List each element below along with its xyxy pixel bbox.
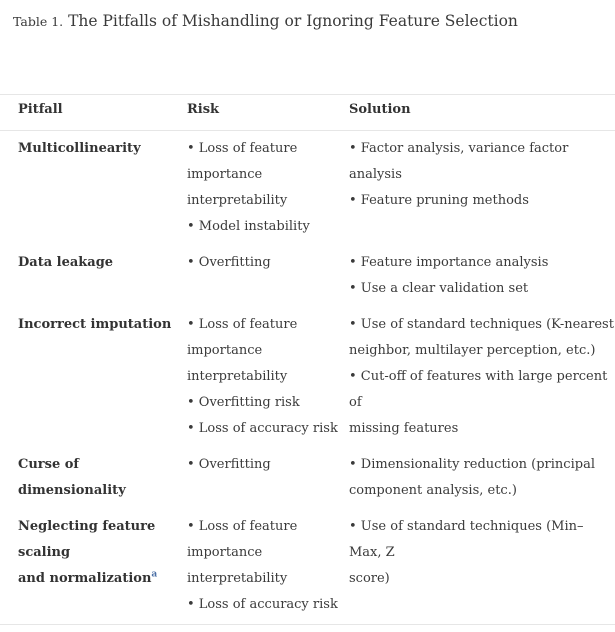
pitfall-cell	[18, 250, 180, 276]
solution-cell-text: • Use of standard techniques (Min–Max, Z	[349, 519, 584, 560]
risk-cell	[187, 312, 339, 442]
pitfall-cell	[18, 312, 180, 338]
risk-cell	[187, 250, 339, 276]
risk-cell-text: • Overfitting risk	[187, 395, 300, 410]
solution-cell-text: neighbor, multilayer perception, etc.)	[349, 343, 596, 358]
pitfall-cell-line	[18, 250, 180, 276]
risk-cell-line	[187, 136, 339, 162]
risk-cell-text: importance	[187, 343, 263, 358]
table-top-rule	[0, 94, 615, 95]
header-pitfall: Pitfall	[18, 102, 63, 117]
table-title: The Pitfalls of Mishandling or Ignoring Feature Selection	[68, 12, 518, 30]
solution-cell-line	[349, 478, 615, 504]
header-rule	[0, 130, 615, 131]
pitfall-cell-text: Curse of dimensionality	[18, 457, 126, 498]
pitfall-cell-text: Data leakage	[18, 255, 114, 270]
solution-cell	[349, 514, 615, 592]
risk-cell-text: • Loss of feature	[187, 317, 298, 332]
header-risk: Risk	[187, 102, 220, 117]
solution-cell-text: missing features	[349, 421, 459, 436]
risk-cell-line	[187, 416, 339, 442]
risk-cell	[187, 136, 339, 240]
solution-cell-line	[349, 276, 615, 302]
risk-cell-text: • Model instability	[187, 219, 310, 234]
solution-cell-text: component analysis, etc.)	[349, 483, 517, 498]
risk-cell-line	[187, 566, 339, 592]
risk-cell-text: interpretability	[187, 369, 288, 384]
risk-cell-text: • Overfitting	[187, 457, 271, 472]
solution-cell-line	[349, 514, 615, 566]
pitfall-cell-line	[18, 566, 180, 592]
pitfall-cell-line	[18, 136, 180, 162]
solution-cell-line	[349, 416, 615, 442]
solution-cell	[349, 250, 615, 302]
risk-cell-line	[187, 514, 339, 540]
risk-cell-line	[187, 364, 339, 390]
risk-cell-text: • Loss of accuracy risk	[187, 421, 338, 436]
solution-cell	[349, 452, 615, 504]
solution-cell-line	[349, 136, 615, 188]
risk-cell-line	[187, 592, 339, 618]
risk-cell-text: interpretability	[187, 193, 288, 208]
risk-cell-text: importance	[187, 167, 263, 182]
solution-cell	[349, 136, 615, 214]
risk-cell-line	[187, 250, 339, 276]
risk-cell-line	[187, 188, 339, 214]
solution-cell	[349, 312, 615, 442]
risk-cell-line	[187, 452, 339, 478]
solution-cell-text: • Use a clear validation set	[349, 281, 529, 296]
table-bottom-rule	[0, 624, 615, 625]
solution-cell-text: • Feature pruning methods	[349, 193, 529, 208]
solution-cell-text: • Factor analysis, variance factor analysis	[349, 141, 569, 182]
solution-cell-line	[349, 250, 615, 276]
solution-cell-text: score)	[349, 571, 390, 586]
footnote-marker[interactable]: a	[151, 569, 158, 580]
header-solution: Solution	[349, 102, 411, 117]
risk-cell-line	[187, 540, 339, 566]
risk-cell-text: importance	[187, 545, 263, 560]
table-caption	[13, 12, 518, 30]
solution-cell-line	[349, 188, 615, 214]
risk-cell	[187, 452, 339, 478]
solution-cell-text: • Cut-off of features with large percent of	[349, 369, 608, 410]
pitfall-cell-text: Neglecting feature scaling	[18, 519, 156, 560]
risk-cell-text: • Loss of accuracy risk	[187, 597, 338, 612]
risk-cell-text: interpretability	[187, 571, 288, 586]
pitfall-cell	[18, 514, 180, 592]
solution-cell-text: • Feature importance analysis	[349, 255, 549, 270]
pitfall-cell-line	[18, 452, 180, 504]
risk-cell-line	[187, 338, 339, 364]
risk-cell	[187, 514, 339, 618]
risk-cell-text: • Overfitting	[187, 255, 271, 270]
pitfall-cell-line	[18, 312, 180, 338]
solution-cell-text: • Dimensionality reduction (principal	[349, 457, 595, 472]
solution-cell-line	[349, 566, 615, 592]
risk-cell-line	[187, 214, 339, 240]
pitfall-cell	[18, 136, 180, 162]
pitfall-cell-text: Incorrect imputation	[18, 317, 172, 332]
pitfall-cell-text: and normalization	[18, 571, 152, 586]
solution-cell-line	[349, 338, 615, 364]
risk-cell-line	[187, 390, 339, 416]
risk-cell-text: • Loss of feature	[187, 141, 298, 156]
solution-cell-line	[349, 312, 615, 338]
pitfall-cell-line	[18, 514, 180, 566]
pitfall-cell	[18, 452, 180, 504]
table-label: Table 1.	[13, 14, 64, 29]
risk-cell-text: • Loss of feature	[187, 519, 298, 534]
solution-cell-text: • Use of standard techniques (K-nearest	[349, 317, 614, 332]
risk-cell-line	[187, 312, 339, 338]
solution-cell-line	[349, 364, 615, 416]
pitfall-cell-text: Multicollinearity	[18, 141, 141, 156]
risk-cell-line	[187, 162, 339, 188]
solution-cell-line	[349, 452, 615, 478]
